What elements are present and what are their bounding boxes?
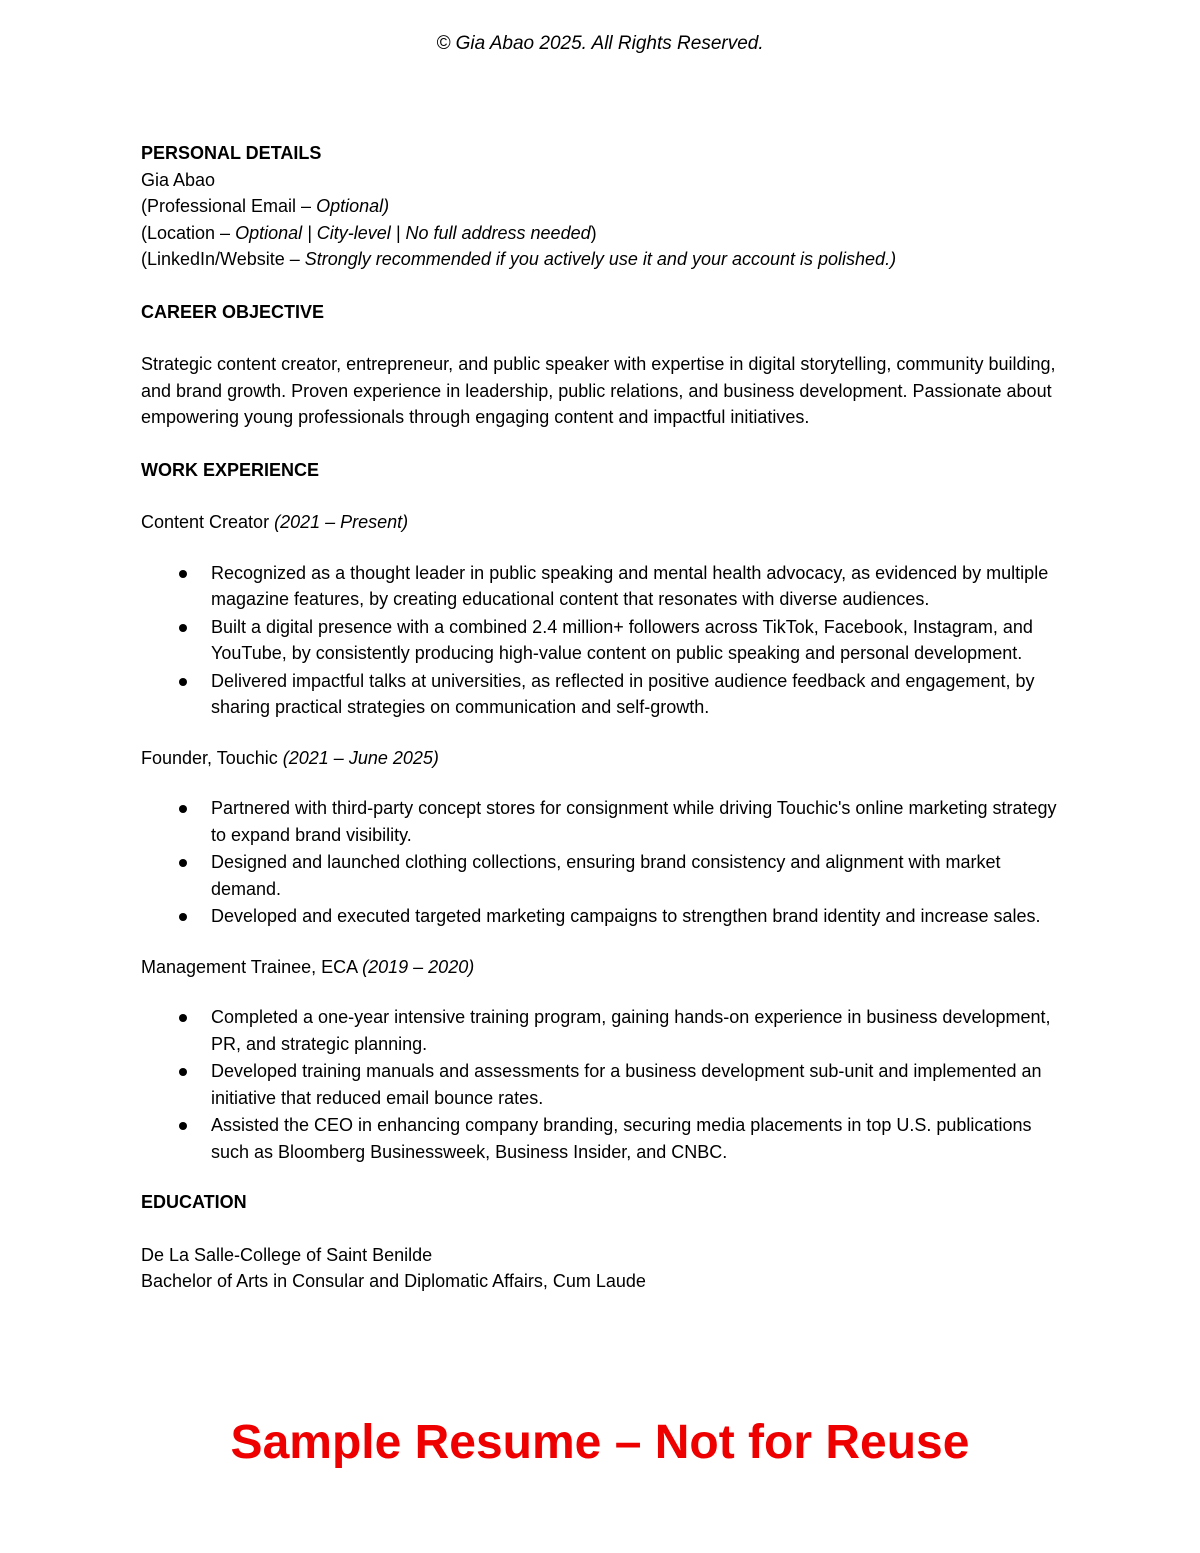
work-experience-heading: WORK EXPERIENCE: [141, 459, 320, 480]
resume-body: [141, 140, 1066, 1295]
job-dates: (2019 – 2020): [362, 956, 475, 977]
list-item: [141, 668, 1066, 721]
job-dates: (2021 – June 2025): [282, 747, 439, 768]
personal-details-heading: PERSONAL DETAILS: [141, 143, 322, 163]
email-note: Optional): [316, 196, 390, 216]
email-label: (Professional Email –: [141, 196, 317, 216]
career-objective-heading: CAREER OBJECTIVE: [141, 301, 325, 322]
list-item: [141, 795, 1066, 848]
bullet-icon: [179, 678, 187, 686]
job-bullets: [141, 560, 1066, 721]
bullet-icon: [179, 1122, 187, 1130]
bullet-text: Delivered impactful talks at universities, as reflected in positive audience feedback and engagement, by sharing practical strategies on communication and self-growth.: [211, 670, 1035, 717]
job-dates: (2021 – Present): [274, 512, 409, 532]
list-item: [141, 1112, 1066, 1165]
bullet-text: Built a digital presence with a combined 2.4 million+ followers across TikTok, Facebook, Instagram, and YouTube, by consistently producing high-value content on public speaking and personal development.: [211, 616, 1033, 663]
bullet-text: Assisted the CEO in enhancing company branding, securing media placements in top U.S. publications such as Bloomberg Businessweek, Business Insider, and CNBC.: [211, 1115, 1032, 1162]
degree: Bachelor of Arts in Consular and Diplomatic Affairs, Cum Laude: [141, 1271, 646, 1291]
sample-watermark: Sample Resume – Not for Reuse: [230, 1416, 970, 1469]
career-objective-text: Strategic content creator, entrepreneur, and public speaker with expertise in digital storytelling, community building, and brand growth. Proven experience in leadership, public relations, and business development. Passionate about empowering young professionals through engaging content and impactful initiatives.: [141, 354, 1056, 427]
list-item: [141, 614, 1066, 667]
job-role: Management Trainee, ECA: [141, 956, 363, 977]
location-note: Optional | City-level | No full address needed: [235, 222, 591, 243]
location-line: [141, 220, 1066, 247]
job-bullets: [141, 1004, 1066, 1165]
email-line: [141, 193, 1066, 220]
bullet-icon: [179, 805, 187, 813]
person-name: Gia Abao: [141, 169, 216, 190]
linkedin-label: (LinkedIn/Website –: [141, 249, 305, 269]
job-role: Founder, Touchic: [141, 747, 283, 768]
list-item: [141, 903, 1066, 930]
school-name: De La Salle-College of Saint Benilde: [141, 1244, 433, 1265]
list-item: [141, 1058, 1066, 1111]
location-label: (Location –: [141, 222, 236, 243]
list-item: [141, 1004, 1066, 1057]
bullet-text: Recognized as a thought leader in public speaking and mental health advocacy, as evidenced by multiple magazine features, by creating educational content that resonates with diverse audiences.: [211, 562, 1049, 609]
job-role: Content Creator: [141, 512, 275, 532]
bullet-icon: [179, 913, 187, 921]
bullet-icon: [179, 859, 187, 867]
bullet-icon: [179, 1014, 187, 1022]
linkedin-line: [141, 246, 1066, 273]
job-title: [141, 954, 1066, 981]
bullet-text: Designed and launched clothing collections, ensuring brand consistency and alignment with market demand.: [211, 852, 1001, 899]
education-heading: EDUCATION: [141, 1192, 247, 1212]
bullet-text: Developed training manuals and assessments for a business development sub-unit and implemented an initiative that reduced email bounce rates.: [211, 1061, 1042, 1108]
bullet-icon: [179, 624, 187, 632]
job-title: [141, 509, 1066, 536]
bullet-text: Completed a one-year intensive training program, gaining hands-on experience in business development, PR, and strategic planning.: [211, 1007, 1051, 1054]
location-close: ): [590, 222, 597, 243]
job-title: [141, 745, 1066, 772]
linkedin-note: Strongly recommended if you actively use it and your account is polished.): [304, 249, 897, 269]
job-bullets: [141, 795, 1066, 930]
copyright-notice: © Gia Abao 2025. All Rights Reserved.: [436, 33, 764, 54]
bullet-icon: [179, 1068, 187, 1076]
bullet-text: Developed and executed targeted marketing campaigns to strengthen brand identity and increase sales.: [211, 906, 1041, 926]
list-item: [141, 560, 1066, 613]
list-item: [141, 849, 1066, 902]
bullet-icon: [179, 570, 187, 578]
bullet-text: Partnered with third-party concept stores for consignment while driving Touchic's online marketing strategy to expand brand visibility.: [211, 798, 1057, 845]
